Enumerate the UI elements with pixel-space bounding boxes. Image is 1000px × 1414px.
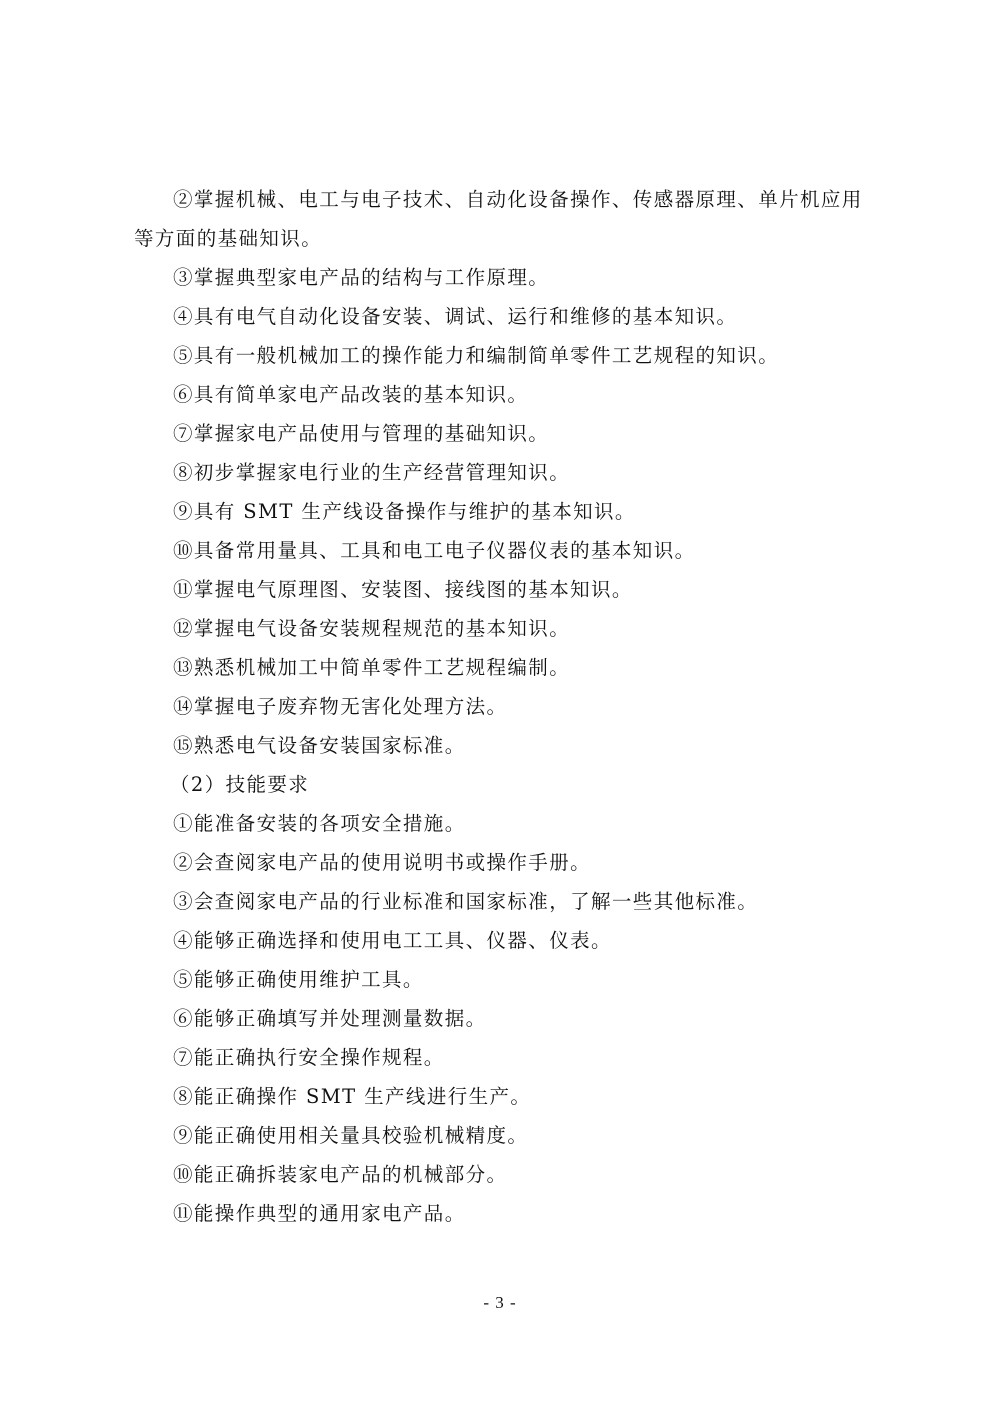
skill-item-6: ⑥能够正确填写并处理测量数据。	[173, 1007, 487, 1030]
knowledge-item-6: ⑥具有简单家电产品改装的基本知识。	[173, 383, 529, 406]
skill-item-5: ⑤能够正确使用维护工具。	[173, 968, 424, 991]
skill-item-1: ①能准备安装的各项安全措施。	[173, 812, 466, 835]
knowledge-item-12: ⑫掌握电气设备安装规程规范的基本知识。	[173, 617, 571, 640]
page-number: - 3 -	[483, 1293, 517, 1312]
section-heading-skills: （2）技能要求	[170, 773, 310, 796]
knowledge-item-2: ②掌握机械、电工与电子技术、自动化设备操作、传感器原理、单片机应用等方面的基础知识。	[134, 188, 863, 250]
knowledge-item-5: ⑤具有一般机械加工的操作能力和编制简单零件工艺规程的知识。	[173, 344, 780, 367]
skill-item-11: ⑪能操作典型的通用家电产品。	[173, 1202, 466, 1225]
knowledge-item-15: ⑮熟悉电气设备安装国家标准。	[173, 734, 466, 757]
page-content	[134, 180, 874, 1233]
knowledge-item-4: ④具有电气自动化设备安装、调试、运行和维修的基本知识。	[173, 305, 738, 328]
knowledge-item-13: ⑬熟悉机械加工中简单零件工艺规程编制。	[173, 656, 571, 679]
skill-item-4: ④能够正确选择和使用电工工具、仪器、仪表。	[173, 929, 612, 952]
skill-item-2: ②会查阅家电产品的使用说明书或操作手册。	[173, 851, 592, 874]
skill-item-7: ⑦能正确执行安全操作规程。	[173, 1046, 445, 1069]
skill-item-10: ⑩能正确拆装家电产品的机械部分。	[173, 1163, 508, 1186]
knowledge-item-10: ⑩具备常用量具、工具和电工电子仪器仪表的基本知识。	[173, 539, 696, 562]
knowledge-item-14: ⑭掌握电子废弃物无害化处理方法。	[173, 695, 508, 718]
skill-item-3: ③会查阅家电产品的行业标准和国家标准，了解一些其他标准。	[173, 890, 759, 913]
knowledge-item-9: ⑨具有 SMT 生产线设备操作与维护的基本知识。	[173, 500, 636, 523]
skill-item-9: ⑨能正确使用相关量具校验机械精度。	[173, 1124, 529, 1147]
knowledge-item-11: ⑪掌握电气原理图、安装图、接线图的基本知识。	[173, 578, 633, 601]
knowledge-item-3: ③掌握典型家电产品的结构与工作原理。	[173, 266, 550, 289]
knowledge-item-8: ⑧初步掌握家电行业的生产经营管理知识。	[173, 461, 571, 484]
knowledge-item-7: ⑦掌握家电产品使用与管理的基础知识。	[173, 422, 550, 445]
skill-item-8: ⑧能正确操作 SMT 生产线进行生产。	[173, 1085, 532, 1108]
